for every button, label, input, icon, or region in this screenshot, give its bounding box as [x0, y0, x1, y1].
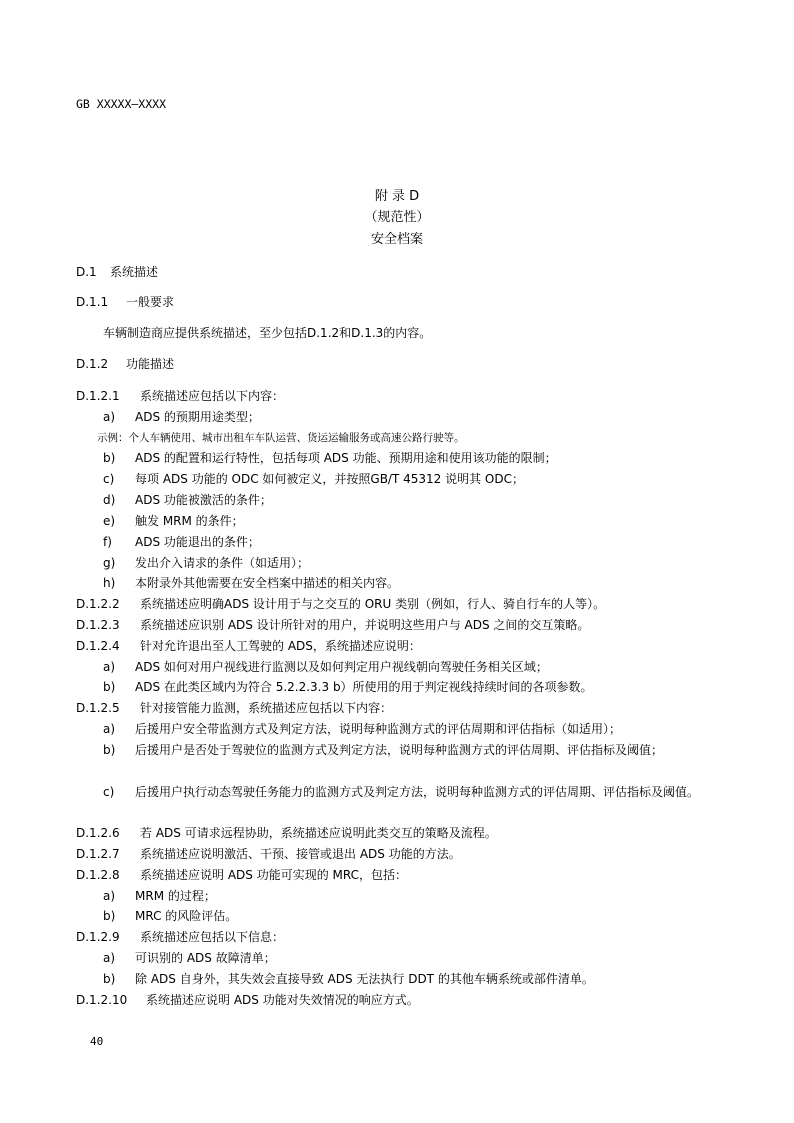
- list-text: 后援用户执行动态驾驶任务能力的监测方式及判定方法，说明每种监测方式的评估周期、评估指标及阈值。: [135, 785, 700, 799]
- clause-text: 系统描述应包括以下信息：: [140, 930, 285, 944]
- list-text: MRM 的过程；: [135, 889, 216, 903]
- list-label: h): [103, 576, 116, 590]
- list-item: [103, 679, 593, 695]
- clause-number: D.1.2.8: [76, 868, 120, 882]
- list-item: [103, 908, 237, 924]
- clause-text: 若 ADS 可请求远程协助，系统描述应说明此类交互的策略及流程。: [140, 826, 497, 840]
- list-label: a): [103, 660, 116, 674]
- list-text: ADS 如何对用户视线进行监测以及如何判定用户视线朝向驾驶任务相关区域；: [135, 660, 548, 674]
- list-item: [103, 575, 399, 591]
- list-item: [103, 471, 524, 487]
- list-text: ADS 功能退出的条件；: [135, 535, 260, 549]
- list-item: [103, 450, 557, 466]
- list-label: e): [103, 514, 116, 528]
- clause-d1223: [76, 617, 589, 633]
- section-d11: [76, 294, 174, 310]
- clause-d1226: [76, 825, 497, 841]
- list-text: 发出介入请求的条件（如适用）；: [135, 556, 310, 570]
- annex-nature: （规范性）: [364, 210, 430, 225]
- list-label: a): [103, 722, 116, 736]
- list-label: a): [103, 951, 116, 965]
- list-text: 本附录外其他需要在安全档案中描述的相关内容。: [135, 576, 400, 590]
- list-item: [103, 534, 260, 550]
- clause-d1229: [76, 929, 284, 945]
- section-d1: [76, 264, 158, 280]
- list-label: g): [103, 556, 116, 570]
- list-label: c): [103, 472, 115, 486]
- list-item: [103, 950, 276, 966]
- list-label: b): [103, 680, 116, 694]
- clause-text: 系统描述应说明激活、干预、接管或退出 ADS 功能的方法。: [140, 847, 461, 861]
- clause-number: D.1.2.1: [76, 389, 120, 403]
- standard-code-header: GB XXXXX—XXXX: [76, 97, 167, 111]
- list-text: ADS 的预期用途类型；: [135, 410, 260, 424]
- list-label: a): [103, 410, 116, 424]
- clause-text: 系统描述应明确ADS 设计用于与之交互的 ORU 类别（例如，行人、骑自行车的人等）。: [140, 597, 606, 611]
- list-label: b): [103, 972, 116, 986]
- clause-number: D.1.2.3: [76, 618, 120, 632]
- clause-text: 系统描述应说明 ADS 功能可实现的 MRC，包括：: [140, 868, 407, 882]
- section-title: 一般要求: [126, 295, 175, 309]
- clause-d1227: [76, 846, 461, 862]
- clause-d1228: [76, 867, 407, 883]
- list-item: [103, 492, 272, 508]
- list-label: b): [103, 743, 116, 757]
- clause-number: D.1.2.4: [76, 639, 120, 653]
- clause-d1221: [76, 388, 284, 404]
- clause-d12210: [76, 992, 419, 1008]
- list-text: 后援用户安全带监测方式及判定方法，说明每种监测方式的评估周期和评估指标（如适用）；: [135, 722, 622, 736]
- list-item: [103, 659, 548, 675]
- list-text: 触发 MRM 的条件；: [135, 514, 244, 528]
- clause-number: D.1.2.10: [76, 993, 128, 1007]
- annex-name: 安全档案: [370, 232, 423, 247]
- clause-d1222: [76, 596, 605, 612]
- list-text: ADS 的配置和运行特性，包括每项 ADS 功能、预期用途和使用该功能的限制；: [135, 451, 557, 465]
- clause-number: D.1.2.7: [76, 847, 120, 861]
- list-text: MRC 的风险评估。: [135, 909, 238, 923]
- list-item: [103, 513, 244, 529]
- list-text: 后援用户是否处于驾驶位的监测方式及判定方法，说明每种监测方式的评估周期、评估指标及阈值；: [135, 743, 664, 757]
- list-item: [103, 888, 216, 904]
- clause-text: 系统描述应识别 ADS 设计所针对的用户，并说明这些用户与 ADS 之间的交互策略。: [140, 618, 590, 632]
- clause-text: 系统描述应说明 ADS 功能对失效情况的响应方式。: [146, 993, 419, 1007]
- list-text: ADS 功能被激活的条件；: [135, 493, 272, 507]
- clause-d1225: [76, 700, 392, 716]
- section-title: 系统描述: [110, 265, 159, 279]
- section-number: D.1.1: [76, 295, 109, 309]
- list-label: f): [103, 535, 112, 549]
- section-d12: [76, 356, 174, 372]
- list-text: 每项 ADS 功能的 ODC 如何被定义，并按照GB/T 45312 说明其 ODC；: [135, 472, 524, 486]
- list-label: a): [103, 889, 116, 903]
- clause-number: D.1.2.2: [76, 597, 120, 611]
- clause-text: 系统描述应包括以下内容：: [140, 389, 285, 403]
- paragraph-d11: 车辆制造商应提供系统描述，至少包括D.1.2和D.1.3的内容。: [103, 326, 432, 340]
- list-item: [103, 409, 260, 425]
- list-item: [103, 721, 621, 737]
- clause-d1224: [76, 638, 421, 654]
- annex-title: 附 录 D: [374, 189, 420, 204]
- section-number: D.1.2: [76, 357, 109, 371]
- list-label: c): [103, 785, 115, 799]
- clause-number: D.1.2.5: [76, 701, 120, 715]
- section-number: D.1: [76, 265, 97, 279]
- list-label: b): [103, 451, 116, 465]
- list-text: 可识别的 ADS 故障清单；: [135, 951, 276, 965]
- example-note: 示例：个人车辆使用、城市出租车车队运营、货运运输服务或高速公路行驶等。: [97, 432, 465, 444]
- list-label: d): [103, 493, 116, 507]
- section-title: 功能描述: [126, 357, 175, 371]
- list-item: [103, 742, 705, 761]
- clause-text: 针对允许退出至人工驾驶的 ADS，系统描述应说明：: [140, 639, 421, 653]
- clause-number: D.1.2.6: [76, 826, 120, 840]
- list-text: ADS 在此类区域内为符合 5.2.2.3.3 b）所使用的用于判定视线持续时间的各项参数。: [135, 680, 593, 694]
- list-text: 除 ADS 自身外，其失效会直接导致 ADS 无法执行 DDT 的其他车辆系统或部件清单。: [135, 972, 594, 986]
- list-item: [103, 555, 309, 571]
- clause-text: 针对接管能力监测，系统描述应包括以下内容：: [140, 701, 393, 715]
- list-item: [103, 784, 705, 803]
- clause-number: D.1.2.9: [76, 930, 120, 944]
- page-number: 40: [90, 1035, 104, 1048]
- list-label: b): [103, 909, 116, 923]
- list-item: [103, 971, 594, 987]
